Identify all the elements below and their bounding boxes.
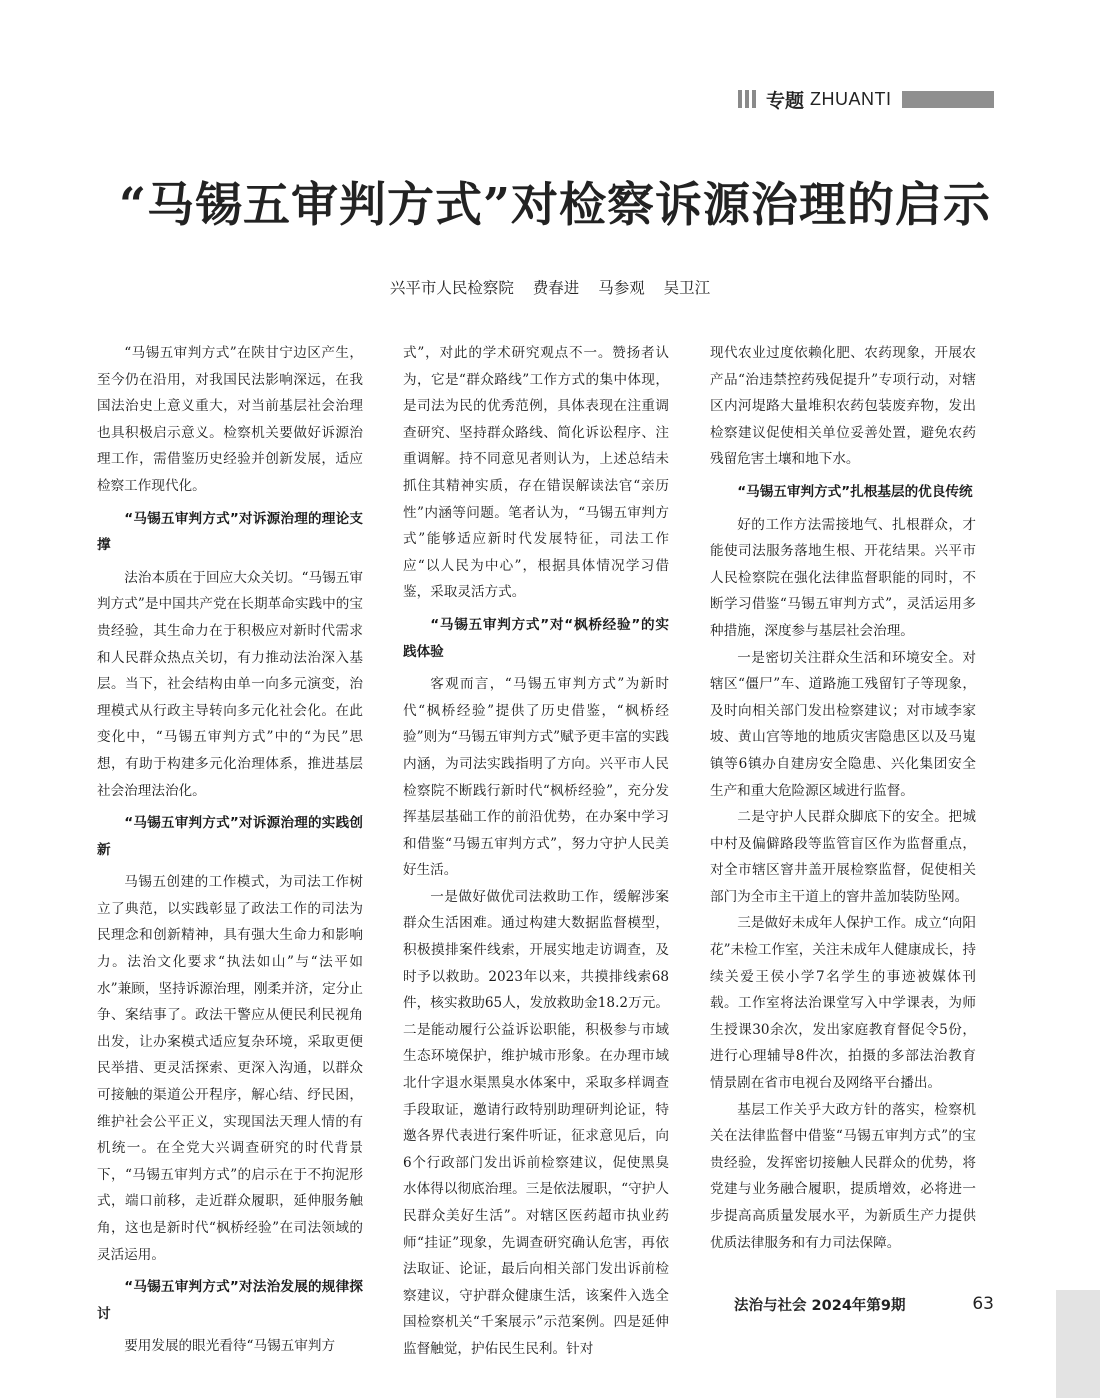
paragraph: 三是做好未成年人保护工作。成立“向阳花”未检工作室，关注未成年人健康成长，持续关爱王侯小学7名学生的事迹被媒体刊载。工作室将法治课堂写入中学课表，为师生授课30余次，发出家庭教育督促令5份，进行心理辅导8件次，拍摄的多部法治教育情景剧在省市电视台及网络平台播出。 xyxy=(710,915,976,1092)
page-number: 63 xyxy=(972,1294,994,1314)
author-organization: 兴平市人民检察院 xyxy=(389,279,514,297)
article-column-1 xyxy=(97,340,363,1360)
paragraph: 要用发展的眼光看待“马锡五审判方 xyxy=(124,1338,336,1355)
header-bar-decoration xyxy=(902,91,994,108)
section-heading: “马锡五审判方式”对“枫桥经验”的实践体验 xyxy=(403,616,669,660)
page-edge-tab xyxy=(1056,1290,1100,1398)
article-column-2 xyxy=(403,340,669,1363)
paragraph: 法治本质在于回应大众关切。“马锡五审判方式”是中国共产党在长期革命实践中的宝贵经验，其生命力在于积极应对新时代需求和人民群众热点关切，有力推动法治深入基层。当下，社会结构由单一向多元演变，治理模式从行政主导转向多元化社会化。在此变化中，“马锡五审判方式”中的“为民”思想，有助于构建多元化治理体系，推进基层社会治理法治化。 xyxy=(97,569,363,799)
paragraph: 基层工作关乎大政方针的落实，检察机关在法律监督中借鉴“马锡五审判方式”的宝贵经验，发挥密切接触人民群众的优势，将党建与业务融合履职，提质增效，必将进一步提高高质量发展水平，为新质生产力提供优质法律服务和有力司法保障。 xyxy=(710,1101,976,1251)
byline xyxy=(0,276,1100,298)
article-column-3 xyxy=(710,340,976,1256)
section-header xyxy=(738,86,994,112)
paragraph: 一是做好做优司法救助工作，缓解涉案群众生活困难。通过构建大数据监督模型，积极摸排案件线索，开展实地走访调查，及时予以救助。2023年以来，共摸排线索68件，核实救助65人，发放救助金18.2万元。二是能动履行公益诉讼职能，积极参与市域生态环境保护，维护城市形象。在办理市域北什字退水渠黑臭水体案中，采取多样调查手段取证，邀请行政特别助理研判论证，特邀各界代表进行案件听证，征求意见后，向6个行政部门发出诉前检察建议，促使黑臭水体得以彻底治理。三是依法履职，“守护人民群众美好生活”。对辖区医药超市执业药师“挂证”现象，先调查研究确认危害，再依法取证、论证，最后向相关部门发出诉前检察建议，守护群众健康生活，该案件入选全国检察机关“千案展示”示范案例。四是延伸监督触觉，护佑民生民利。针对 xyxy=(403,888,669,1357)
paragraph: 马锡五创建的工作模式，为司法工作树立了典范，以实践彰显了政法工作的司法为民理念和创新精神，具有强大生命力和影响力。法治文化要求“执法如山”与“法平如水”兼顾，坚持诉源治理，刚柔并济，定分止争、案结事了。政法干警应从便民利民视角出发，让办案模式适应复杂环境，采取更便民举措、更灵活探索、更深入沟通，以群众可接触的渠道公开程序，解心结、纾民困，维护社会公平正义，实现国法天理人情的有机统一。在全党大兴调查研究的时代背景下，“马锡五审判方式”的启示在于不拘泥形式，端口前移，走近群众履职，延伸服务触角，这也是新时代“枫桥经验”在司法领域的灵活运用。 xyxy=(97,874,363,1263)
paragraph: “马锡五审判方式”在陕甘宁边区产生，至今仍在沿用，对我国民法影响深远，在我国法治史上意义重大，对当前基层社会治理也具积极启示意义。检察机关要做好诉源治理工作，需借鉴历史经验并创新发展，适应检察工作现代化。 xyxy=(97,345,363,494)
article-title: “马锡五审判方式”对检察诉源治理的启示 xyxy=(118,178,992,233)
paragraph: 客观而言，“马锡五审判方式”为新时代“枫桥经验”提供了历史借鉴，“枫桥经验”则为“马锡五审判方式”赋予更丰富的实践内涵，为司法实践指明了方向。兴平市人民检察院不断践行新时代“枫桥经验”，充分发挥基层基础工作的前沿优势，在办案中学习和借鉴“马锡五审判方式”，努力守护人民美好生活。 xyxy=(403,676,669,879)
section-label-cn: 专题 xyxy=(766,89,805,112)
header-bars-decoration xyxy=(738,90,756,108)
paragraph: 好的工作方法需接地气、扎根群众，才能使司法服务落地生根、开花结果。兴平市人民检察院在强化法律监督职能的同时，不断学习借鉴“马锡五审判方式”，灵活运用多种措施，深度参与基层社会治理。 xyxy=(710,516,976,639)
author-name: 马参观 xyxy=(598,279,645,297)
section-heading: “马锡五审判方式”对法治发展的规律探讨 xyxy=(97,1279,363,1322)
page-footer xyxy=(734,1291,994,1317)
section-heading: “马锡五审判方式”对诉源治理的实践创新 xyxy=(97,815,363,858)
journal-issue: 法治与社会 2024年第9期 xyxy=(734,1297,906,1314)
author-name: 吴卫江 xyxy=(663,279,711,297)
section-heading: “马锡五审判方式”对诉源治理的理论支撑 xyxy=(97,510,363,554)
paragraph: 一是密切关注群众生活和环境安全。对辖区“僵尸”车、道路施工残留钉子等现象，及时向相关部门发出检察建议；对市域李家坡、黄山宫等地的地质灾害隐患区以及马嵬镇等6镇办自建房安全隐患、兴化集团安全生产和重大危险源区域进行监督。 xyxy=(710,649,976,799)
author-name: 费春进 xyxy=(532,279,580,297)
section-label-en: ZHUANTI xyxy=(810,88,892,109)
paragraph: 现代农业过度依赖化肥、农药现象，开展农产品“治违禁控药残促提升”专项行动，对辖区内河堤路大量堆积农药包装废弃物，发出检察建议促使相关单位妥善处置，避免农药残留危害土壤和地下水。 xyxy=(710,345,976,468)
section-heading: “马锡五审判方式”扎根基层的优良传统 xyxy=(737,483,973,500)
paragraph: 二是守护人民群众脚底下的安全。把城中村及偏僻路段等监管盲区作为监督重点，对全市辖区窨井盖开展检察监督，促使相关部门为全市主干道上的窨井盖加装防坠网。 xyxy=(710,809,976,905)
paragraph: 式”，对此的学术研究观点不一。赞扬者认为，它是“群众路线”工作方式的集中体现，是司法为民的优秀范例，具体表现在注重调查研究、坚持群众路线、简化诉讼程序、注重调解。持不同意见者则认为，上述总结未抓住其精神实质，存在错误解读法官“亲历性”内涵等问题。笔者认为，“马锡五审判方式”能够适应新时代发展特征，司法工作应“以人民为中心”，根据具体情况学习借鉴，采取灵活方式。 xyxy=(403,345,669,601)
